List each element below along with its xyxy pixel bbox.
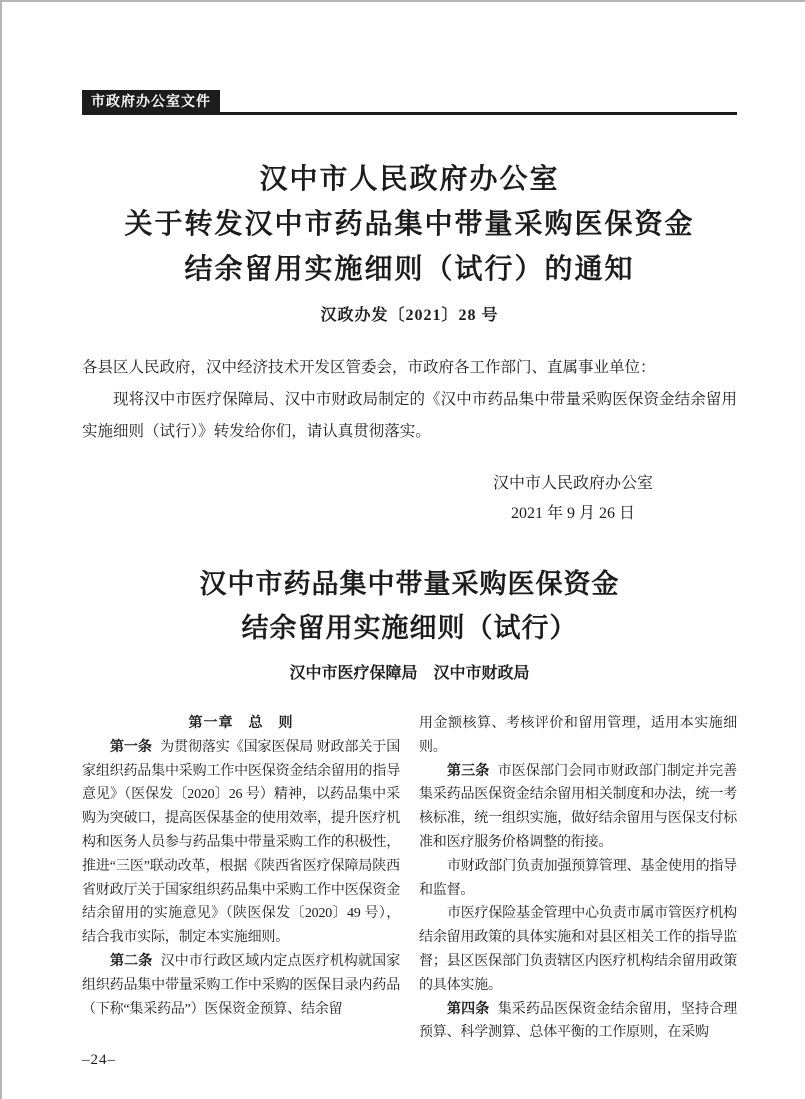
page-number: –24– — [82, 1052, 116, 1069]
notice-title-line-1: 汉中市人民政府办公室 — [259, 164, 560, 195]
right-column — [419, 712, 737, 1045]
regulation-title-line-2: 结余留用实施细则（试行） — [241, 613, 578, 643]
article-3-text: 市医保部门会同市财政部门制定并完善集采药品医保资金结余留用相关制度和办法，统一考核标准，统一组织实施，做好结余留用与医保支付标准和医疗服务价格调整的衔接。 — [419, 763, 737, 850]
article-3-paragraph — [419, 760, 737, 855]
article-2-continuation: 用金额核算、考核评价和留用管理，适用本实施细则。 — [419, 716, 737, 755]
two-column-body — [82, 712, 737, 1045]
notice-salutation: 各县区人民政府，汉中经济技术开发区管委会，市政府各工作部门、直属事业单位： — [82, 359, 656, 376]
page-content — [2, 2, 805, 1070]
notice-forwarding-paragraph: 现将汉中市医疗保障局、汉中市财政局制定的《汉中市药品集中带量采购医保资金结余留用实施细则（试行）》转发给你们，请认真贯彻落实。 — [82, 391, 737, 440]
notice-title-line-2: 关于转发汉中市药品集中带量采购医保资金 — [124, 209, 695, 240]
article-4-label: 第四条 — [447, 1001, 490, 1017]
regulation-title — [82, 562, 737, 650]
signature-block — [439, 469, 707, 529]
left-column — [82, 712, 400, 1045]
article-1-paragraph — [82, 736, 400, 950]
article-2-paragraph — [82, 950, 400, 1021]
header-label: 市政府办公室文件 — [82, 90, 220, 112]
article-4-paragraph — [419, 998, 737, 1046]
article-3-subparagraph-finance: 市财政部门负责加强预算管理、基金使用的指导和监督。 — [419, 858, 737, 898]
regulation-authors: 汉中市医疗保障局 汉中市财政局 — [289, 665, 530, 682]
document-number: 汉政办发〔2021〕28 号 — [320, 307, 499, 324]
notice-body — [82, 352, 737, 448]
signer-name: 汉中市人民政府办公室 — [492, 475, 653, 492]
regulation-title-line-1: 汉中市药品集中带量采购医保资金 — [199, 569, 620, 599]
article-1-label: 第一条 — [110, 739, 152, 755]
notice-title — [82, 157, 737, 292]
article-1-text: 为贯彻落实《国家医保局 财政部关于国家组织药品集中采购工作中医保资金结余留用的指导意见》（医保发〔2020〕26 号）精神，以药品集中采购为突破口，提高医保基金的使用效率，提升医疗机构和医务人员参与药品集中带量采购工作的积极性，推进“三医”联动改革，根据《陕西省医疗保障局陕西省财政厅关于国家组织药品集中采购工作中医保资金结余留用的实施意见》（陕医保发〔2020〕49 号），结合我市实际，制定本实施细则。 — [82, 739, 400, 946]
document-category-header — [82, 90, 737, 115]
notice-title-line-3: 结余留用实施细则（试行）的通知 — [184, 254, 635, 285]
chapter-1-heading: 第一章 总 则 — [188, 716, 294, 731]
article-3-subparagraph-fund-center: 市医疗保险基金管理中心负责市属市管医疗机构结余留用政策的具体实施和对县区相关工作的指导监督；县区医保部门负责辖区内医疗机构结余留用政策的具体实施。 — [419, 906, 737, 993]
article-3-label: 第三条 — [447, 763, 490, 779]
article-2-text: 汉中市行政区域内定点医疗机构就国家组织药品集中带量采购工作中采购的医保目录内药品（下称“集采药品”）医保资金预算、结余留 — [82, 953, 400, 1017]
article-2-label: 第二条 — [110, 953, 153, 969]
article-4-text: 集采药品医保资金结余留用，坚持合理预算、科学测算、总体平衡的工作原则，在采购 — [419, 1001, 737, 1041]
signature-date: 2021 年 9 月 26 日 — [510, 505, 635, 522]
